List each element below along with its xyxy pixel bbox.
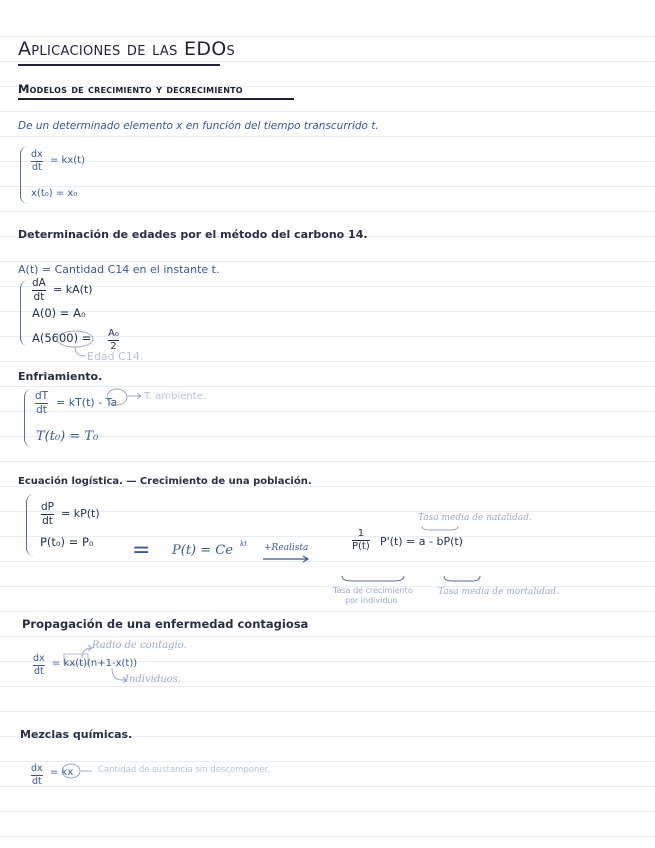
carbon14-heading: Determinación de edades por el método del carbono 14. <box>18 228 368 241</box>
logistic-heading: Ecuación logística. — Crecimiento de una población. <box>18 476 312 487</box>
equals-sign: = <box>132 538 151 563</box>
denominator: dt <box>33 665 44 677</box>
carbon14-halflife-fraction <box>108 329 119 352</box>
mixtures-heading: Mezclas químicas. <box>20 728 133 741</box>
system-brace <box>24 389 32 447</box>
mixture-equation-rhs: = kx <box>50 767 74 778</box>
logistic-initial-condition: P(t₀) = P₀ <box>40 535 94 549</box>
undecomposed-substance-note: Cantidad de sustancia sin descomponer. <box>98 765 271 775</box>
individuals-note: Individuos. <box>125 674 182 685</box>
denominator: 2 <box>110 341 117 353</box>
logistic-derivative <box>41 502 54 526</box>
denominator: dt <box>36 403 47 416</box>
cooling-initial-condition: T(t₀) = T₀ <box>36 429 99 444</box>
brace-annotation <box>420 524 460 532</box>
circle-arrow-annotation <box>62 762 96 780</box>
mixture-derivative <box>31 764 43 786</box>
denominator: dt <box>31 775 42 787</box>
growth-description: De un determinado elemento x en función del tiempo transcurrido t. <box>18 120 379 132</box>
epidemic-derivative <box>33 654 45 676</box>
numerator: dx <box>31 149 43 160</box>
system-brace <box>20 146 28 204</box>
growth-rate-note-line2: por individuo <box>345 596 398 605</box>
arrow-right-icon <box>262 554 312 564</box>
brace-annotation <box>340 574 406 584</box>
realista-label: +Realista <box>264 543 309 553</box>
subtitle-underline <box>18 98 294 100</box>
carbon14-halflife-lhs: A(5600) = <box>32 331 92 345</box>
growth-rate-note-line1: Tasa de crecimiento <box>333 586 413 595</box>
title-underline <box>18 64 220 66</box>
growth-derivative <box>31 150 43 172</box>
per-capita-fraction <box>352 529 370 552</box>
denominator: P(t) <box>352 541 370 553</box>
numerator: 1 <box>357 528 365 539</box>
cooling-derivative <box>35 391 48 415</box>
section-subtitle: Modelos de crecimiento y decrecimiento <box>18 82 243 96</box>
denominator: dt <box>33 290 45 303</box>
numerator: dx <box>31 763 43 774</box>
carbon14-initial-condition: A(0) = A₀ <box>32 306 86 320</box>
birth-rate-note: Tasa media de natalidad. <box>418 513 532 523</box>
annotation-arrows <box>62 644 96 694</box>
page-title: Aplicaciones de las EDOs <box>18 38 236 60</box>
growth-initial-condition: x(t₀) = x₀ <box>31 188 78 199</box>
numerator: dP <box>41 501 54 513</box>
contact-rate-note: Radio de contagio. <box>92 640 187 651</box>
epidemic-heading: Propagación de una enfermedad contagiosa <box>22 617 309 631</box>
system-brace <box>26 494 34 556</box>
brace-annotation <box>442 574 482 584</box>
numerator: A₀ <box>108 328 119 339</box>
denominator: dt <box>31 161 42 173</box>
exponent: kt <box>240 540 248 548</box>
epidemic-equation-rhs: = kx(t)(n+1-x(t)) <box>52 658 138 669</box>
denominator: dt <box>42 514 53 527</box>
carbon14-derivative <box>32 278 46 302</box>
cooling-heading: Enfriamiento. <box>18 370 103 383</box>
numerator: dx <box>33 653 45 664</box>
death-rate-note: Tasa media de mortalidad. <box>438 587 559 597</box>
per-capita-growth-equation: P'(t) = a - bP(t) <box>380 535 463 548</box>
cooling-equation-rhs: = kT(t) - Ta <box>56 396 118 409</box>
carbon14-definition: A(t) = Cantidad C14 en el instante t. <box>18 263 220 276</box>
numerator: dA <box>32 277 46 289</box>
logistic-equation-rhs: = kP(t) <box>61 507 100 520</box>
carbon14-note: Edad C14. <box>87 350 144 363</box>
exponential-solution: P(t) = Ce <box>172 543 233 558</box>
carbon14-equation-rhs: = kA(t) <box>53 283 93 296</box>
system-brace <box>20 280 28 346</box>
circle-arrow-annotation <box>107 388 147 408</box>
ambient-temp-note: T. ambiente. <box>144 391 207 402</box>
growth-equation-rhs: = kx(t) <box>50 155 85 166</box>
numerator: dT <box>35 390 49 402</box>
